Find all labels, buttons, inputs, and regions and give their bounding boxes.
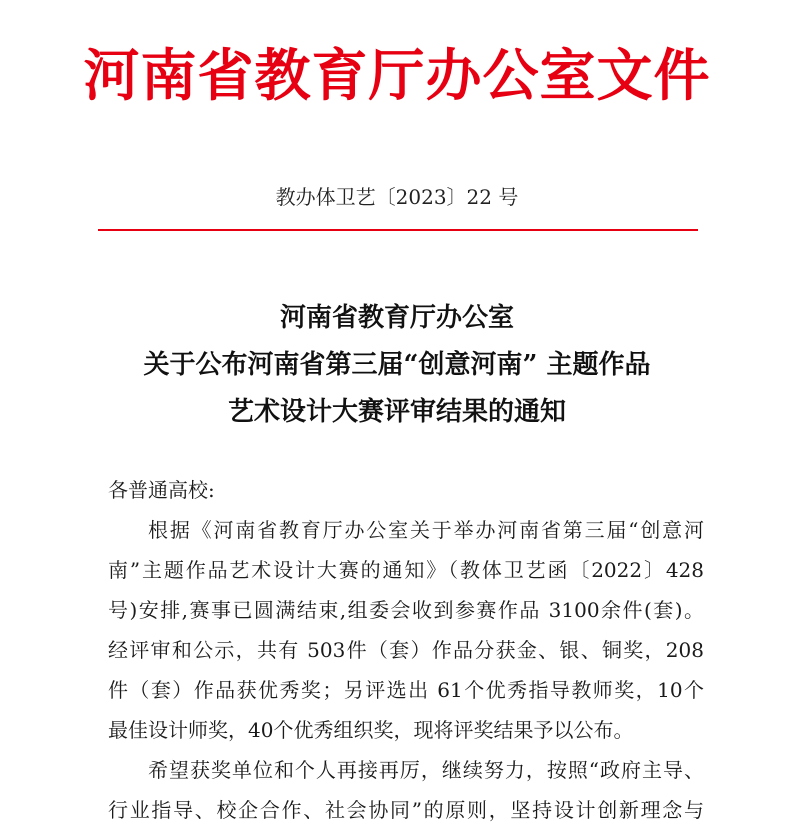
paragraph-line: 件（套）作品获优秀奖；另评选出 61个优秀指导教师奖，10个 — [108, 678, 704, 702]
title-line-1: 河南省教育厅办公室 — [279, 303, 514, 333]
title-line-2: 关于公布河南省第三届“创意河南” 主题作品 — [143, 350, 651, 380]
notice-title — [0, 295, 794, 436]
paragraph-line: 行业指导、校企合作、社会协同”的原则，坚持设计创新理念与 — [108, 798, 704, 822]
paragraph-line: 南”主题作品艺术设计大赛的通知》（教体卫艺函〔2022〕428 — [108, 558, 704, 582]
red-divider-line — [98, 229, 698, 231]
masthead-title: 河南省教育厅办公室文件 — [83, 43, 711, 109]
body-paragraph-2 — [108, 750, 704, 830]
document-number: 教办体卫艺〔2023〕22 号 — [275, 185, 519, 209]
paragraph-line: 希望获奖单位和个人再接再厉，继续努力，按照“政府主导、 — [148, 758, 704, 782]
paragraph-line: 根据《河南省教育厅办公室关于举办河南省第三届“创意河 — [148, 518, 704, 542]
body-paragraph-1 — [108, 510, 704, 750]
salutation: 各普通高校: — [108, 478, 215, 502]
paragraph-line: 号)安排,赛事已圆满结束,组委会收到参赛作品 3100余件(套)。 — [108, 598, 704, 622]
paragraph-line: 经评审和公示，共有 503件（套）作品分获金、银、铜奖，208 — [108, 638, 704, 662]
title-line-3: 艺术设计大赛评审结果的通知 — [227, 397, 566, 427]
paragraph-line: 最佳设计师奖，40个优秀组织奖，现将评奖结果予以公布。 — [108, 718, 634, 742]
